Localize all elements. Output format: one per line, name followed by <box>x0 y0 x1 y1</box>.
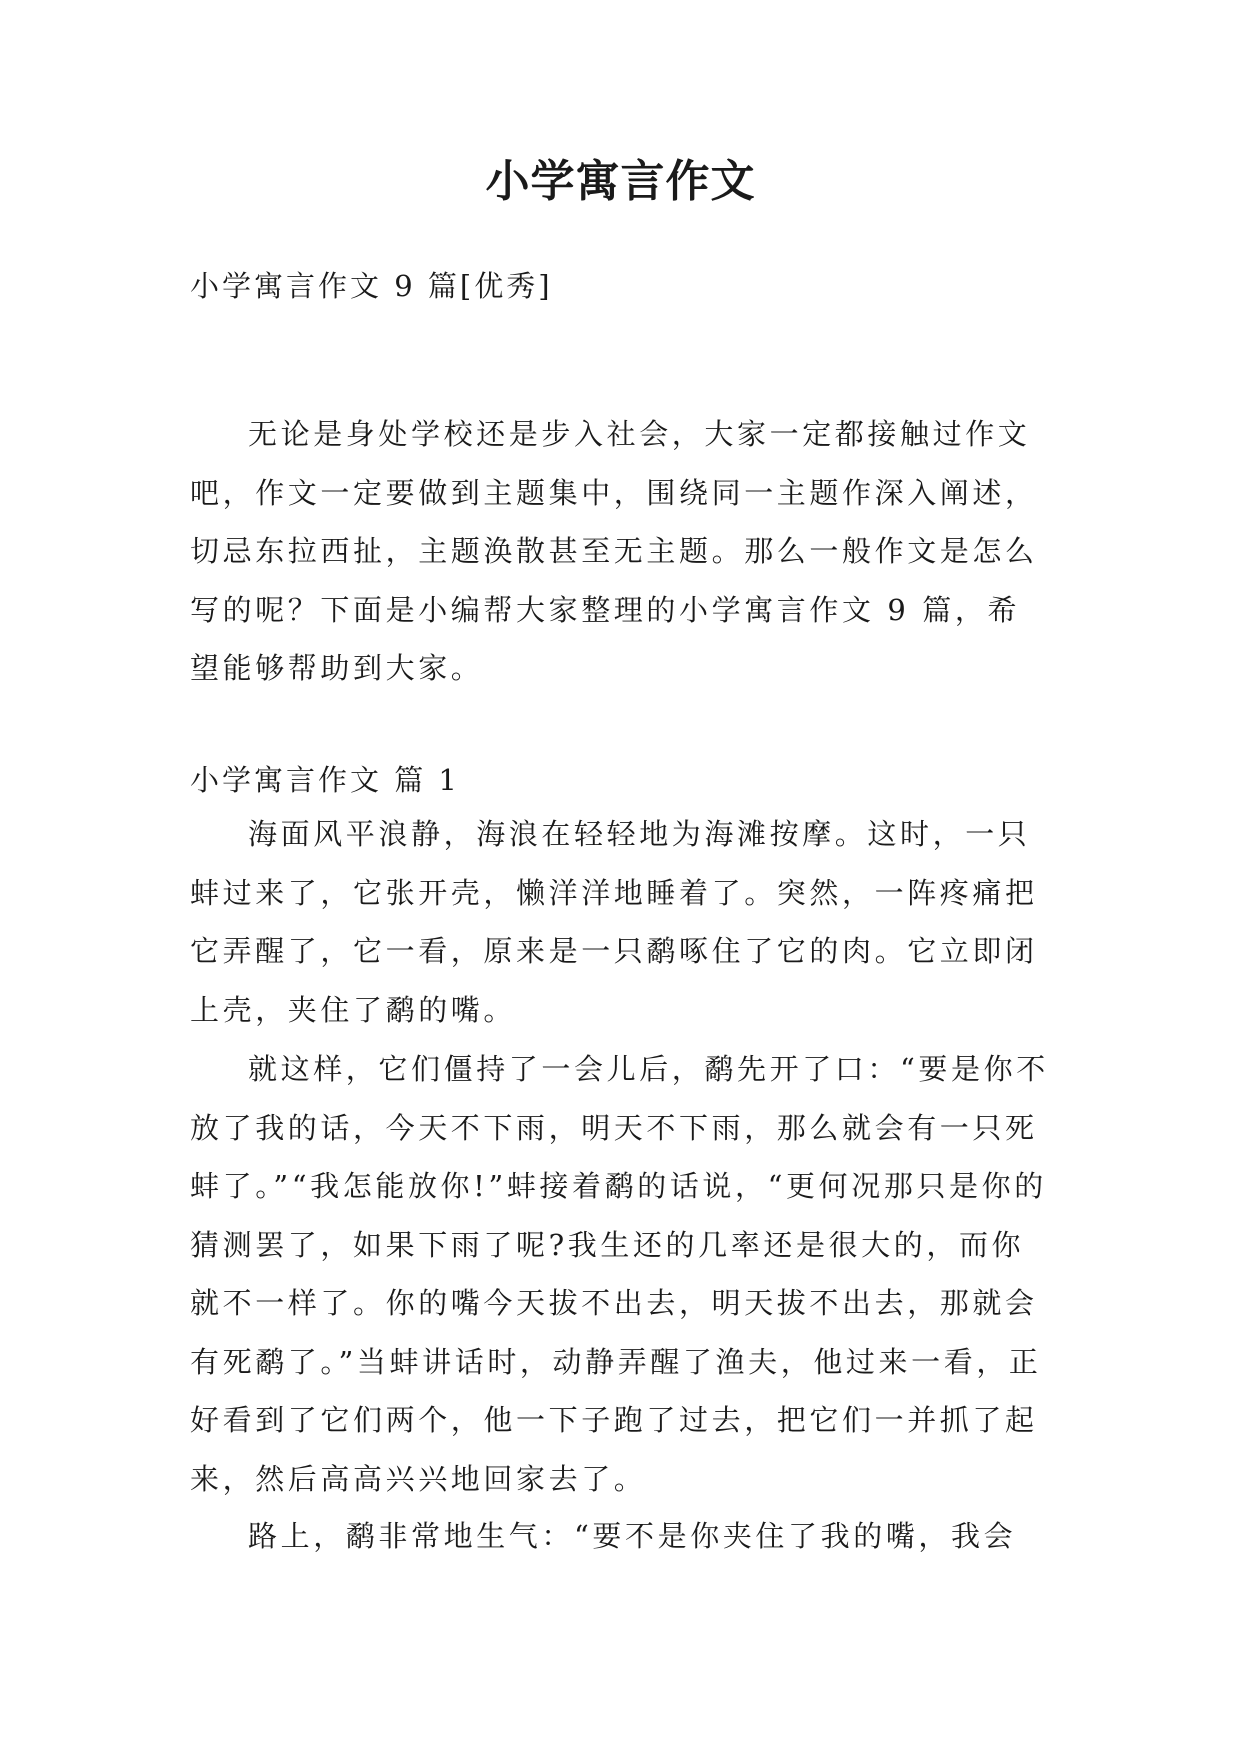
section-heading: 小学寓言作文 篇 1 <box>190 763 460 797</box>
body-paragraph: 路上，鹬非常地生气：“要不是你夹住了我的嘴，我会 <box>248 1519 1017 1553</box>
body-paragraph: 海面风平浪静，海浪在轻轻地为海滩按摩。这时，一只蚌过来了，它张开壳，懒洋洋地睡着了。突然，一阵疼痛把它弄醒了，它一看，原来是一只鹬啄住了它的肉。它立即闭上壳，夹住了鹬的嘴。 <box>190 817 1038 1027</box>
intro-paragraph: 无论是身处学校还是步入社会，大家一定都接触过作文吧，作文一定要做到主题集中，围绕同一主题作深入阐述，切忌东拉西扯，主题涣散甚至无主题。那么一般作文是怎么写的呢？下面是小编帮大家整理的小学寓言作文 9 篇，希望能够帮助到大家。 <box>190 417 1038 685</box>
body-paragraph: 就这样，它们僵持了一会儿后，鹬先开了口：“要是你不放了我的话，今天不下雨，明天不下雨，那么就会有一只死蚌了。”“我怎能放你!”蚌接着鹬的话说，“更何况那只是你的猜测罢了，如果下雨了呢?我生还的几率还是很大的，而你就不一样了。你的嘴今天拔不出去，明天拔不出去，那就会有死鹬了。”当蚌讲话时，动静弄醒了渔夫，他过来一看，正好看到了它们两个，他一下子跑了过去，把它们一并抓了起来，然后高高兴兴地回家去了。 <box>190 1052 1049 1496</box>
document-subtitle: 小学寓言作文 9 篇[优秀] <box>190 269 553 303</box>
document-title: 小学寓言作文 <box>485 156 756 207</box>
